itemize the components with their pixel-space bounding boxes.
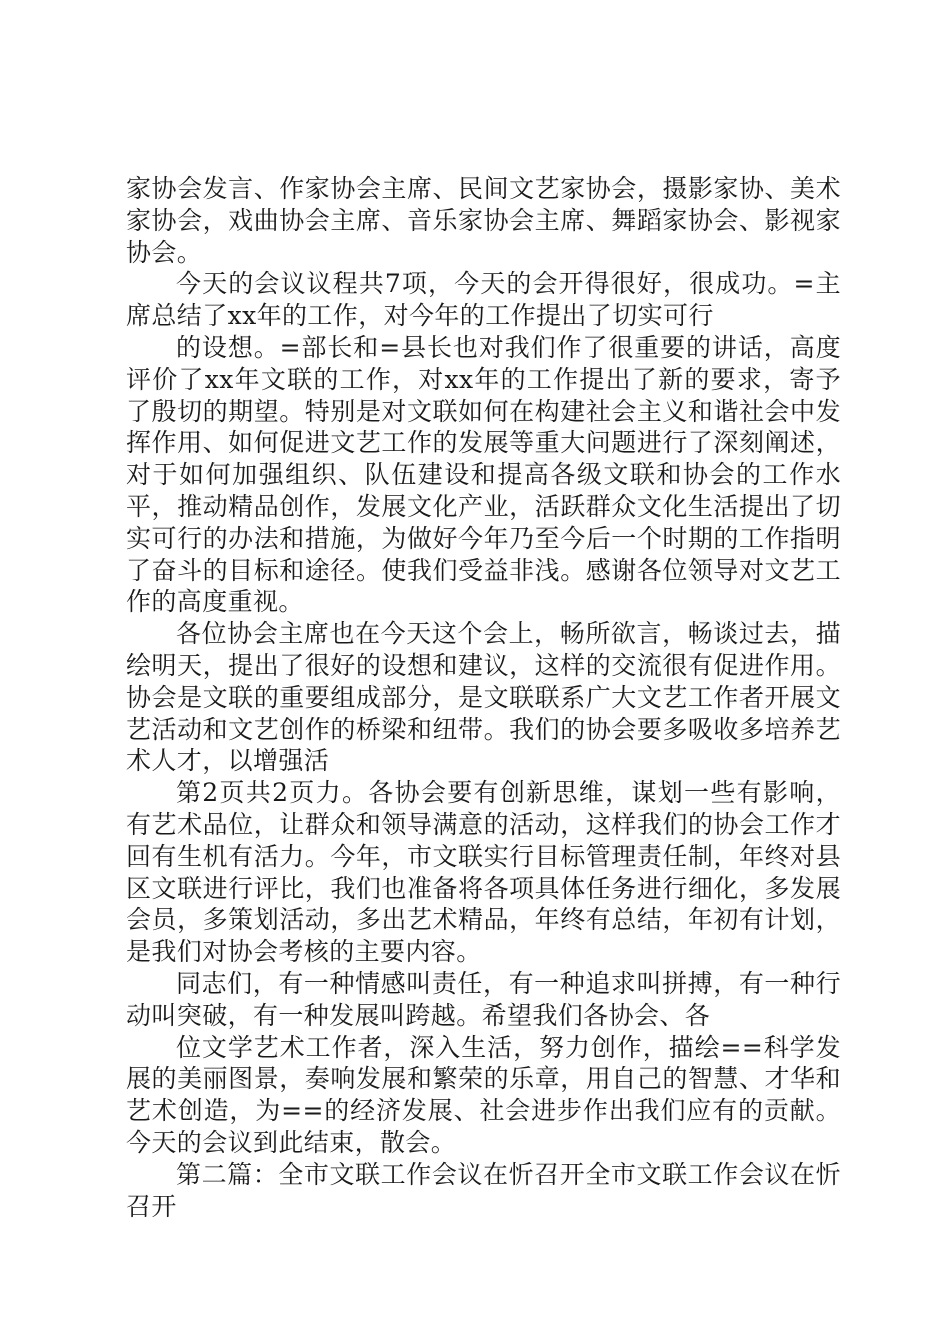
paragraph-meeting-agenda: 今天的会议议程共7项，今天的会开得很好，很成功。=主席总结了xx年的工作，对今年的工作提出了切实可行 [126,269,841,331]
paragraph-associations-list: 家协会发言、作家协会主席、民间文艺家协会，摄影家协、美术家协会，戏曲协会主席、音乐家协会主席、舞蹈家协会、影视家协会。 [126,174,841,267]
paragraph-leaders-speech: 的设想。=部长和=县长也对我们作了很重要的讲话，高度评价了xx年文联的工作，对xx年的工作提出了新的要求，寄予了殷切的期望。特别是对文联如何在构建社会主义和谐社会中发挥作用、如何促进文艺工作的发展等重大问题进行了深刻阐述，对于如何加强组织、队伍建设和提高各级文联和协会的工作水平，推动精品创作，发展文化产业，活跃群众文化生活提出了切实可行的办法和措施，为做好今年乃至今后一个时期的工作指明了奋斗的目标和途径。使我们受益非浅。感谢各位领导对文艺工作的高度重视。 [126,332,841,617]
paragraph-innovation-plan: 第2页共2页力。各协会要有创新思维，谋划一些有影响，有艺术品位，让群众和领导满意的活动，这样我们的协会工作才回有生机有活力。今年，市文联实行目标管理责任制，年终对县区文联进行评比，我们也准备将各项具体任务进行细化，多发展会员，多策划活动，多出艺术精品，年终有总结，年初有计划，是我们对协会考核的主要内容。 [126,778,841,967]
paragraph-association-chairs: 各位协会主席也在今天这个会上，畅所欲言，畅谈过去，描绘明天，提出了很好的设想和建议，这样的交流很有促进作用。协会是文联的重要组成部分，是文联联系广大文艺工作者开展文艺活动和文艺创作的桥梁和纽带。我们的协会要多吸收多培养艺术人才，以增强活 [126,619,841,776]
document-body [126,173,841,1222]
paragraph-closing: 位文学艺术工作者，深入生活，努力创作，描绘==科学发展的美丽图景，奏响发展和繁荣的乐章，用自己的智慧、才华和艺术创造，为==的经济发展、社会进步作出我们应有的贡献。今天的会议到此结束，散会。 [126,1032,841,1157]
paragraph-comrades: 同志们，有一种情感叫责任，有一种追求叫拼搏，有一种行动叫突破，有一种发展叫跨越。希望我们各协会、各 [126,968,841,1030]
paragraph-second-article-title: 第二篇：全市文联工作会议在忻召开全市文联工作会议在忻召开 [126,1159,841,1221]
